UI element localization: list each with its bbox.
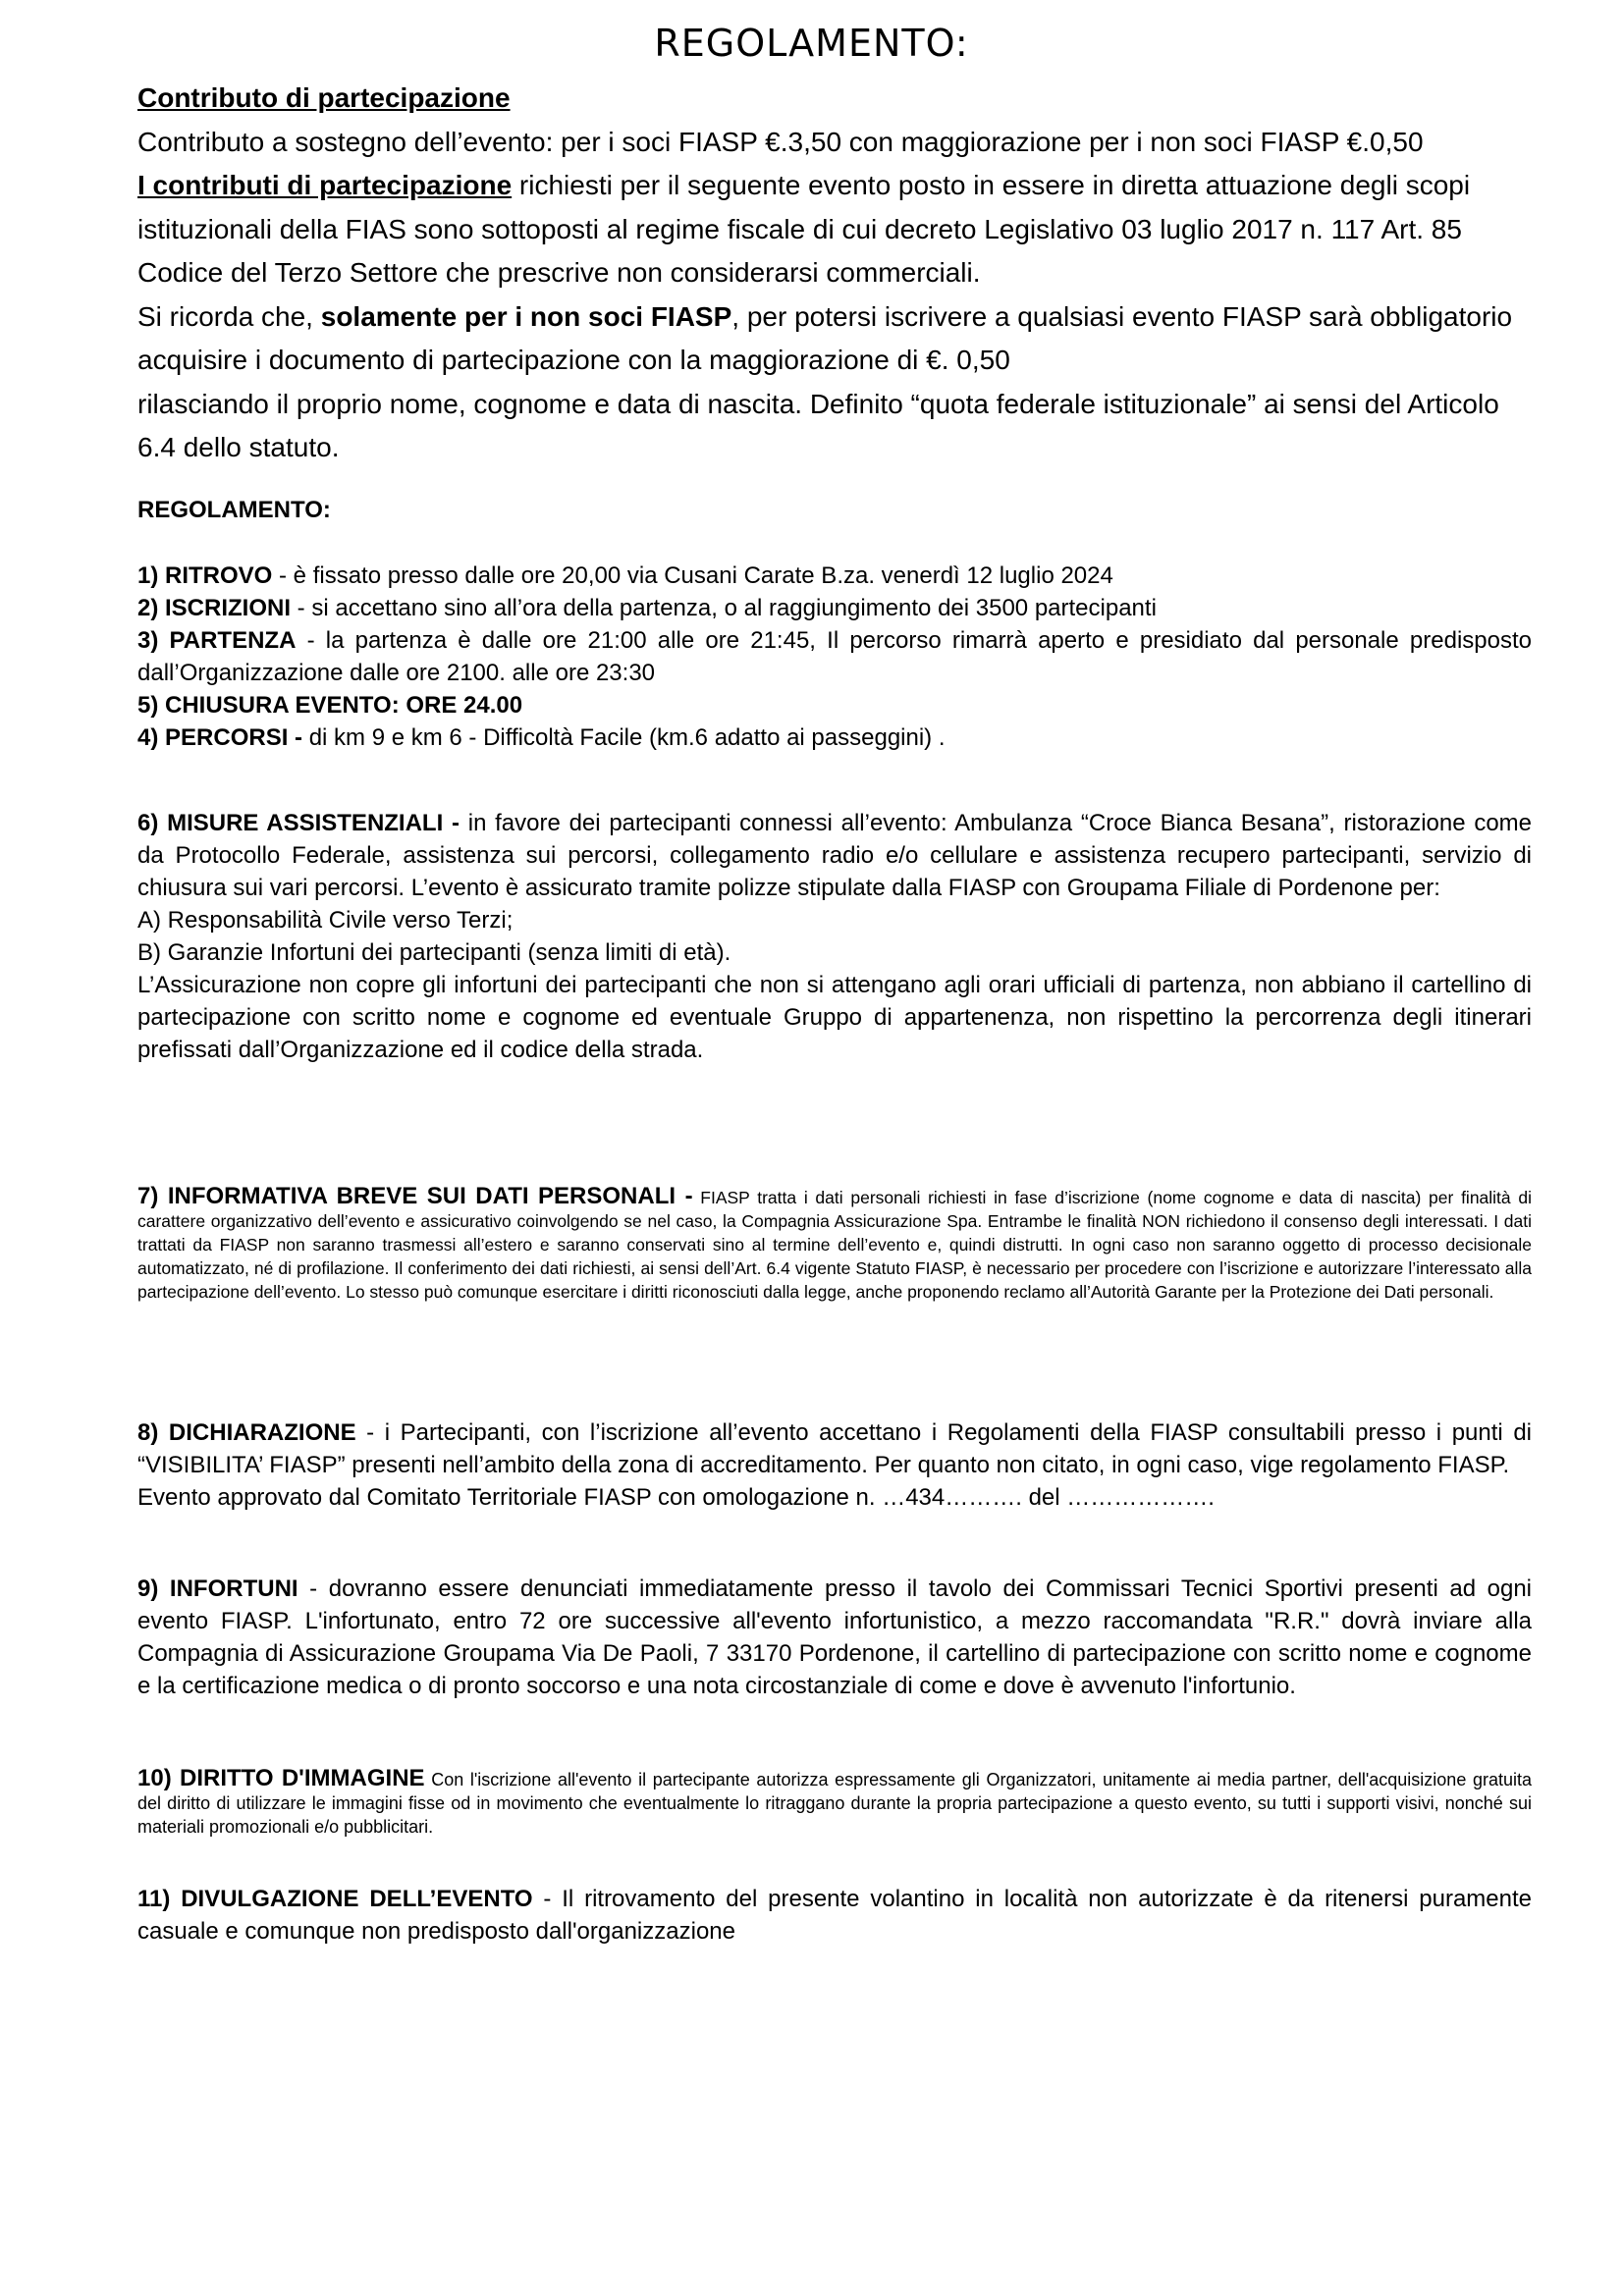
contribution-fiscal-text: richiesti per il seguente evento posto in essere in diretta attuazione degli scopi istituzionali della FIAS sono sottoposti al regime fiscale di cui decreto Legislativo 03 luglio 2017 n. 117 Art. 85 Codice del Terzo Settore che prescrive non considerarsi commerciali. — [137, 170, 1471, 288]
rule-7-block — [137, 1185, 1532, 1304]
contribution-heading: Contributo di partecipazione — [137, 82, 511, 113]
contribution-section — [137, 77, 1532, 470]
rule-10-text: Con l'iscrizione all'evento il partecipante autorizza espressamente gli Organizzatori, unitamente ai media partner, dell'acquisizione gratuita del diritto di utilizzare le immagini fisse od in movimento che eventualmente lo ritraggano durante la propria partecipazione a questo evento, su tutti i supporti visivi, nonché sui materiali promozionali e/o pubblicitari. — [137, 1770, 1532, 1837]
contribution-non-members — [137, 295, 1532, 383]
non-members-bold: solamente per i non soci FIASP — [320, 300, 732, 332]
rule-6-b: B) Garanzie Infortuni dei partecipanti (senza limiti di età). — [137, 939, 731, 966]
rule-7-text: FIASP tratta i dati personali richiesti in fase d’iscrizione (nome cognome e data di nascita) per finalità di carattere organizzativo dell’evento e assicurativo coinvolgendo se nel caso, la Compagnia Assicurazione Spa. Entrambe le finalità NON richiedono il consenso degli interessati. I dati trattati da FIASP non saranno trasmessi all’estero e saranno conservati sino al termine dell’evento e, quindi distrutti. In ogni caso non saranno oggetto di processo decisionale automatizzato, né di profilazione. Il conferimento dei dati richiesti, ai sensi dell’Art. 6.4 vigente Statuto FIASP, è necessario per procedere con l’iscrizione e autorizzare l’interessato alla partecipazione dell’evento. Lo stesso può comunque esercitare i diritti riconosciuti dalla legge, anche proponendo reclamo all’Autorità Garante per la Protezione dei Dati personali. — [137, 1188, 1532, 1302]
rule-2 — [137, 592, 1532, 624]
rule-10 — [137, 1767, 1532, 1839]
rule-7 — [137, 1185, 1532, 1304]
rule-9-label: 9) INFORTUNI — [137, 1575, 298, 1602]
rule-8 — [137, 1416, 1532, 1481]
rule-6-c: L’Assicurazione non copre gli infortuni dei partecipanti che non si attengano agli orari ufficiali di partenza, non abbiano il cartellino di partecipazione con scritto nome e cognome ed eventuale Gruppo di appartenenza, non rispettino la percorrenza degli itinerari prefissati dall’Organizzazione ed il codice della strada. — [137, 972, 1532, 1063]
rule-2-text: - si accettano sino all’ora della partenza, o al raggiungimento dei 3500 partecipanti — [291, 595, 1157, 621]
rule-3-text: - la partenza è dalle ore 21:00 alle ore 21:45, Il percorso rimarrà aperto e presidiato dal personale predisposto dall’Organizzazione dalle ore 2100. alle ore 23:30 — [137, 627, 1533, 686]
rule-6-a: A) Responsabilità Civile verso Terzi; — [137, 907, 514, 934]
rule-6-label: 6) MISURE ASSISTENZIALI - — [137, 810, 460, 836]
rule-1-text: - è fissato presso dalle ore 20,00 via Cusani Carate B.za. venerdì 12 luglio 2024 — [272, 562, 1113, 589]
rule-11-label: 11) DIVULGAZIONE DELL’EVENTO — [137, 1886, 533, 1912]
rule-6 — [137, 807, 1532, 904]
rule-6-text: in favore dei partecipanti connessi all’evento: Ambulanza “Croce Bianca Besana”, ristorazione come da Protocollo Federale, assistenza sui percorsi, collegamento radio e/o cellulare e assistenza recupero partecipanti, servizio di chiusura sui vari percorsi. L’evento è assicurato tramite polizze stipulate dalla FIASP con Groupama Filiale di Pordenone per: — [137, 810, 1533, 901]
rule-3-label: 3) PARTENZA — [137, 627, 297, 654]
rule-8-block — [137, 1416, 1532, 1514]
rule-11-block — [137, 1883, 1532, 1948]
page-title: REGOLAMENTO: — [654, 22, 969, 65]
rule-10-label: 10) DIRITTO D'IMMAGINE — [137, 1765, 425, 1791]
contribution-fiscal — [137, 164, 1532, 295]
rule-6-block — [137, 807, 1532, 1066]
contribution-amount: Contributo a sostegno dell’evento: per i soci FIASP €.3,50 con maggiorazione per i non soci FIASP €.0,50 — [137, 126, 1424, 157]
rule-11 — [137, 1883, 1532, 1948]
rule-5 — [137, 689, 1532, 721]
rule-8-approval: Evento approvato dal Comitato Territoriale FIASP con omologazione n. …434………. del ………………. — [137, 1484, 1215, 1511]
non-members-text: , per potersi iscrivere a qualsiasi evento FIASP sarà obbligatorio acquisire i documento di partecipazione con la maggiorazione di €. 0,50 — [137, 300, 1513, 375]
rule-8-label: 8) DICHIARAZIONE — [137, 1419, 356, 1446]
rule-10-block — [137, 1767, 1532, 1839]
contribution-fiscal-label: I contributi di partecipazione — [137, 170, 513, 200]
rule-7-label: 7) INFORMATIVA BREVE SUI DATI PERSONALI - — [137, 1183, 693, 1209]
rules-list-top — [137, 560, 1532, 754]
rule-2-label: 2) ISCRIZIONI — [137, 595, 292, 621]
rules-heading: REGOLAMENTO: — [137, 497, 331, 523]
rule-9-text: - dovranno essere denunciati immediatamente presso il tavolo dei Commissari Tecnici Sportivi presenti ad ogni evento FIASP. L'infortunato, entro 72 ore successive all'evento infortunistico, a mezzo raccomandata "R.R." dovrà inviare alla Compagnia di Assicurazione Groupama Via De Paoli, 7 33170 Pordenone, il cartellino di partecipazione con scritto nome e cognome e la certificazione medica o di pronto soccorso e una nota circostanziale di come e dove è avvenuto l'infortunio. — [137, 1575, 1532, 1699]
rule-1-label: 1) RITROVO — [137, 562, 273, 589]
rule-3 — [137, 624, 1532, 689]
rule-5-label: 5) CHIUSURA EVENTO: ORE 24.00 — [137, 692, 523, 719]
rule-1 — [137, 560, 1532, 592]
rule-8-text: - i Partecipanti, con l’iscrizione all’evento accettano i Regolamenti della FIASP consultabili presso i punti di “VISIBILITA’ FIASP” presenti nell’ambito della zona di accreditamento. Per quanto non citato, in ogni caso, vige regolamento FIASP. — [137, 1419, 1533, 1478]
rule-4-label: 4) PERCORSI - — [137, 724, 303, 751]
rules-heading-block — [137, 494, 1532, 526]
non-members-intro: Si ricorda che, — [137, 300, 321, 332]
rule-9 — [137, 1573, 1532, 1702]
rule-4 — [137, 721, 1532, 754]
rule-9-block — [137, 1573, 1532, 1702]
rule-11-text: - Il ritrovamento del presente volantino in località non autorizzate è da ritenersi puramente casuale e comunque non predisposto dall'organizzazione — [137, 1886, 1532, 1945]
rule-4-text: di km 9 e km 6 - Difficoltà Facile (km.6 adatto ai passeggini) . — [302, 724, 946, 751]
contribution-identity: rilasciando il proprio nome, cognome e data di nascita. Definito “quota federale istituzionale” ai sensi del Articolo 6.4 dello statuto. — [137, 388, 1499, 462]
